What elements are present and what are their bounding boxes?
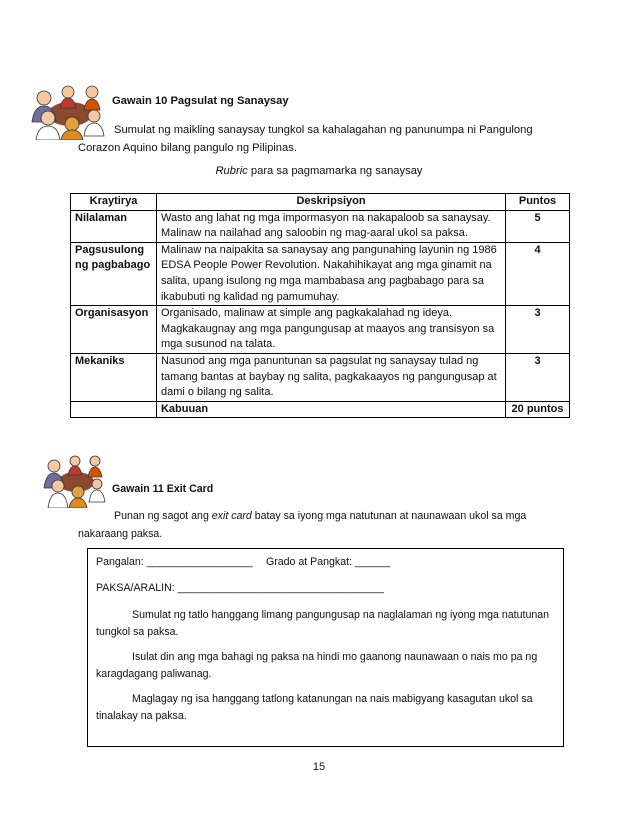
- table-row: [71, 210, 570, 242]
- rubric-caption-italic: Rubric: [215, 165, 248, 177]
- instruction-italic: exit card: [211, 510, 252, 522]
- grade-section-field[interactable]: Grado at Pangkat: ______: [266, 556, 391, 568]
- points-cell: 5: [506, 210, 570, 242]
- activity-10-title: Gawain 10 Pagsulat ng Sanaysay: [112, 95, 289, 107]
- header-points: Puntos: [506, 194, 570, 211]
- topic-field[interactable]: PAKSA/ARALIN: ___________________________________: [96, 582, 384, 594]
- table-row: [71, 242, 570, 305]
- exit-card-prompt-1: Sumulat ng tatlo hanggang limang pangungusap na naglalaman ng iyong mga natutunan tungkol sa paksa.: [96, 609, 550, 638]
- total-label: Kabuuan: [156, 401, 505, 418]
- criterion-cell: Pagsusulong ng pagbabago: [71, 242, 157, 305]
- exit-card-prompt-3: Maglagay ng isa hanggang tatlong katanungan na nais mabigyang kasagutan ukol sa tinalakay na paksa.: [96, 693, 533, 722]
- description-cell: Nasunod ang mga panuntunan sa pagsulat ng sanaysay tulad ng tamang bantas at baybay ng salita, pagkakaayos ng pangungusap at dami o bilang ng salita.: [156, 353, 505, 401]
- activity-11-title: Gawain 11 Exit Card: [112, 483, 214, 495]
- description-cell: Malinaw na naipakita sa sanaysay ang pangunahing layunin ng 1986 EDSA People Power Revolution. Nakahihikayat ang mga ginamit na salita, upang isulong ng mga mambabasa ang pagbabago para sa ikabubuti ng kalidad ng pamumuhay.: [156, 242, 505, 305]
- table-row: [71, 353, 570, 401]
- criterion-cell: Mekaniks: [71, 353, 157, 401]
- points-cell: 4: [506, 242, 570, 305]
- total-empty-cell: [71, 401, 157, 418]
- instruction-text: batay sa iyong mga natutunan at naunawaan ukol sa mga nakaraang paksa.: [78, 510, 527, 540]
- rubric-caption-text: para sa pagmamarka ng sanaysay: [247, 165, 423, 177]
- rubric-caption: [0, 164, 638, 180]
- header-description: Deskripsiyon: [156, 194, 505, 211]
- description-cell: Organisado, malinaw at simple ang pagkakalahad ng ideya. Magkakaugnay ang mga pangungusap at maayos ang transisyon sa mga susunod na talata.: [156, 306, 505, 354]
- group-of-people-icon: [42, 452, 108, 508]
- rubric-table: [70, 193, 570, 418]
- table-row: [71, 306, 570, 354]
- points-cell: 3: [506, 353, 570, 401]
- activity-11-instruction: [78, 507, 558, 543]
- activity-10-instruction: Sumulat ng maikling sanaysay tungkol sa kahalagahan ng panunumpa ni Pangulong Corazon Aquino bilang pangulo ng Pilipinas.: [78, 124, 533, 154]
- name-field[interactable]: Pangalan: __________________: [96, 556, 253, 568]
- points-cell: 3: [506, 306, 570, 354]
- description-cell: Wasto ang lahat ng mga impormasyon na nakapaloob sa sanaysay. Malinaw na nailahad ang saloobin ng mag-aaral ukol sa paksa.: [156, 210, 505, 242]
- instruction-text: Punan ng sagot ang: [114, 510, 212, 522]
- page-number: 15: [312, 761, 326, 773]
- total-row: [71, 401, 570, 418]
- header-criterion: Kraytirya: [71, 194, 157, 211]
- exit-card-prompt-2: Isulat din ang mga bahagi ng paksa na hindi mo gaanong naunawaan o nais mo pa ng karagdagang paliwanag.: [96, 651, 538, 680]
- total-points: 20 puntos: [506, 401, 570, 418]
- rubric-header-row: [71, 194, 570, 211]
- exit-card: [87, 548, 564, 747]
- criterion-cell: Organisasyon: [71, 306, 157, 354]
- criterion-cell: Nilalaman: [71, 210, 157, 242]
